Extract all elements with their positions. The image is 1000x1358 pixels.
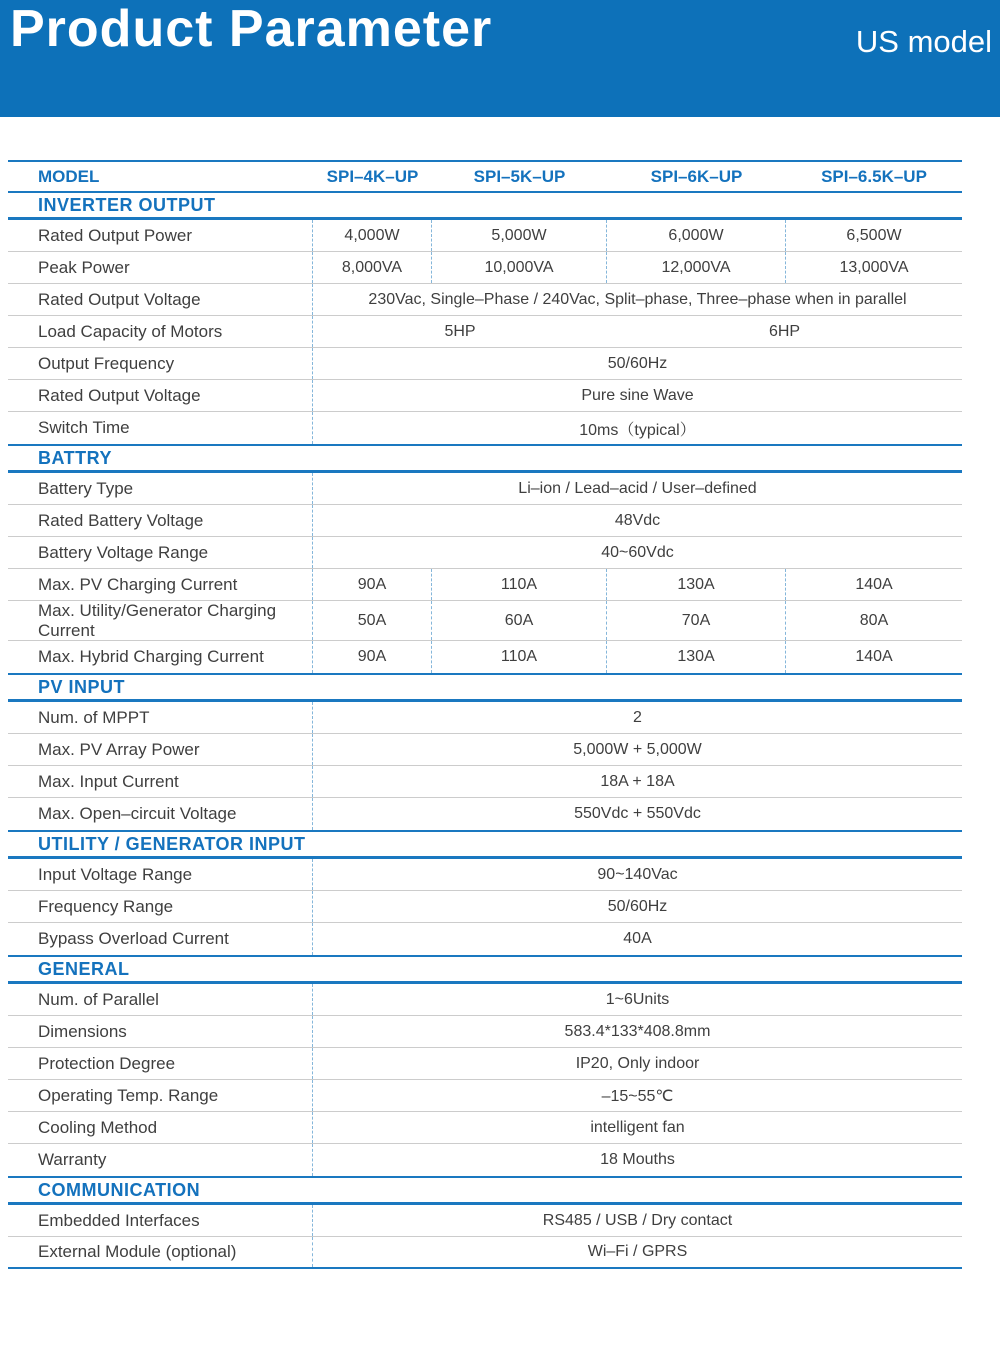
row-value: 40A xyxy=(623,930,652,948)
row-value: 140A xyxy=(855,648,893,666)
row-value: 130A xyxy=(607,569,786,600)
spec-row xyxy=(8,1237,962,1269)
section xyxy=(8,955,962,1176)
row-value: 90~140Vac xyxy=(597,865,678,883)
row-value: 48Vdc xyxy=(614,511,661,529)
row-value: 90A xyxy=(313,569,432,600)
row-label: Load Capacity of Motors xyxy=(8,316,313,347)
row-label: Max. PV Array Power xyxy=(8,734,313,765)
row-label: Num. of Parallel xyxy=(8,984,313,1015)
row-label: Embedded Interfaces xyxy=(8,1205,313,1236)
section-header-band xyxy=(8,1176,962,1205)
row-value: 140A xyxy=(855,575,893,593)
row-value: 6,500W xyxy=(846,226,902,244)
row-value: 550Vdc + 550Vdc xyxy=(574,805,701,823)
row-value: 90A xyxy=(313,641,432,673)
row-value: 110A xyxy=(432,569,607,600)
section-header-band xyxy=(8,955,962,984)
row-label: Num. of MPPT xyxy=(8,702,313,733)
row-label: Output Frequency xyxy=(8,348,313,379)
spec-row xyxy=(8,798,962,830)
spec-row xyxy=(8,1080,962,1112)
row-value: 5,000W xyxy=(432,220,607,251)
spec-row xyxy=(8,412,962,444)
spec-row xyxy=(8,1016,962,1048)
row-value: 80A xyxy=(859,611,889,629)
row-value: 583.4*133*408.8mm xyxy=(564,1022,711,1040)
spec-row xyxy=(8,505,962,537)
row-value: 130A xyxy=(607,641,786,673)
spec-row xyxy=(8,734,962,766)
section xyxy=(8,1176,962,1269)
spec-row xyxy=(8,1112,962,1144)
section-title: BATTRY xyxy=(38,447,112,468)
spec-row xyxy=(8,766,962,798)
row-label: Frequency Range xyxy=(8,891,313,922)
model-header-row xyxy=(8,160,962,191)
spec-row xyxy=(8,284,962,316)
row-value: 13,000VA xyxy=(839,258,909,276)
row-value: 50A xyxy=(313,601,432,640)
spec-table xyxy=(8,160,962,1269)
row-value: 5,000W + 5,000W xyxy=(573,740,702,758)
model-region-label: US model xyxy=(855,24,992,59)
row-label: Cooling Method xyxy=(8,1112,313,1143)
row-label: Battery Voltage Range xyxy=(8,537,313,568)
section xyxy=(8,673,962,830)
row-value: RS485 / USB / Dry contact xyxy=(542,1211,733,1229)
row-value: 230Vac, Single–Phase / 240Vac, Split–phase, Three–phase when in parallel xyxy=(368,290,907,308)
row-value: 8,000VA xyxy=(313,252,432,283)
spec-row xyxy=(8,702,962,734)
row-label: Max. PV Charging Current xyxy=(8,569,313,600)
section-title: UTILITY / GENERATOR INPUT xyxy=(38,833,306,854)
spec-row xyxy=(8,859,962,891)
section-header-band xyxy=(8,673,962,702)
row-label: Max. Utility/Generator Charging Current xyxy=(8,601,313,640)
section-title: GENERAL xyxy=(38,958,130,979)
row-label: External Module (optional) xyxy=(8,1237,313,1267)
spec-row xyxy=(8,984,962,1016)
spec-row xyxy=(8,316,962,348)
row-value: 10,000VA xyxy=(432,252,607,283)
spec-row xyxy=(8,1144,962,1176)
section xyxy=(8,191,962,444)
row-label: Battery Type xyxy=(8,473,313,504)
model-name: SPI–6K–UP xyxy=(650,166,743,186)
spec-row xyxy=(8,1048,962,1080)
row-value: IP20, Only indoor xyxy=(575,1054,700,1072)
row-value: 12,000VA xyxy=(607,252,786,283)
row-label: Input Voltage Range xyxy=(8,859,313,890)
row-value: Wi–Fi / GPRS xyxy=(587,1243,688,1261)
row-label: Bypass Overload Current xyxy=(8,923,313,955)
row-value: intelligent fan xyxy=(590,1118,685,1136)
row-value: Li–ion / Lead–acid / User–defined xyxy=(518,479,757,497)
row-label: Max. Open–circuit Voltage xyxy=(8,798,313,830)
row-value: Pure sine Wave xyxy=(581,386,694,404)
section-header-band xyxy=(8,444,962,473)
model-column-header: MODEL xyxy=(38,166,100,186)
section-header-band xyxy=(8,191,962,220)
model-name: SPI–6.5K–UP xyxy=(821,166,927,186)
row-label: Rated Battery Voltage xyxy=(8,505,313,536)
row-value: 6HP xyxy=(768,322,801,340)
spec-row xyxy=(8,891,962,923)
banner xyxy=(0,0,1000,117)
section-title: COMMUNICATION xyxy=(38,1179,201,1200)
section xyxy=(8,444,962,673)
row-label: Dimensions xyxy=(8,1016,313,1047)
row-label: Rated Output Voltage xyxy=(8,380,313,411)
row-label: Operating Temp. Range xyxy=(8,1080,313,1111)
row-value: 6,000W xyxy=(607,220,786,251)
spec-row xyxy=(8,537,962,569)
section-title: INVERTER OUTPUT xyxy=(38,194,216,215)
row-value: 50/60Hz xyxy=(607,354,668,372)
row-value: 18A + 18A xyxy=(600,772,675,790)
spec-row xyxy=(8,923,962,955)
row-value: –15~55℃ xyxy=(601,1087,674,1105)
model-name: SPI–4K–UP xyxy=(326,166,419,186)
spec-row xyxy=(8,252,962,284)
row-value: 1~6Units xyxy=(605,990,670,1008)
row-value: 2 xyxy=(633,708,642,726)
row-label: Warranty xyxy=(8,1144,313,1176)
spec-row xyxy=(8,348,962,380)
row-label: Rated Output Voltage xyxy=(8,284,313,315)
model-name: SPI–5K–UP xyxy=(473,166,566,186)
spec-row xyxy=(8,569,962,601)
row-label: Protection Degree xyxy=(8,1048,313,1079)
spec-row xyxy=(8,473,962,505)
row-label: Switch Time xyxy=(8,412,313,444)
spec-row xyxy=(8,1205,962,1237)
table-sections xyxy=(8,191,962,1269)
spec-row xyxy=(8,220,962,252)
row-label: Max. Input Current xyxy=(8,766,313,797)
page-title: Product Parameter xyxy=(10,0,493,58)
row-value: 110A xyxy=(432,641,607,673)
row-value: 10ms（typical） xyxy=(579,421,696,439)
section xyxy=(8,830,962,955)
row-value: 4,000W xyxy=(313,220,432,251)
row-value: 18 Mouths xyxy=(600,1151,675,1169)
row-value: 5HP xyxy=(444,322,476,340)
row-value: 50/60Hz xyxy=(607,897,668,915)
section-header-band xyxy=(8,830,962,859)
spec-row xyxy=(8,641,962,673)
section-title: PV INPUT xyxy=(38,676,126,697)
spec-row xyxy=(8,601,962,641)
spec-row xyxy=(8,380,962,412)
row-label: Peak Power xyxy=(8,252,313,283)
row-value: 60A xyxy=(432,601,607,640)
row-label: Rated Output Power xyxy=(8,220,313,251)
row-value: 70A xyxy=(607,601,786,640)
row-label: Max. Hybrid Charging Current xyxy=(8,641,313,673)
row-value: 40~60Vdc xyxy=(601,543,674,561)
